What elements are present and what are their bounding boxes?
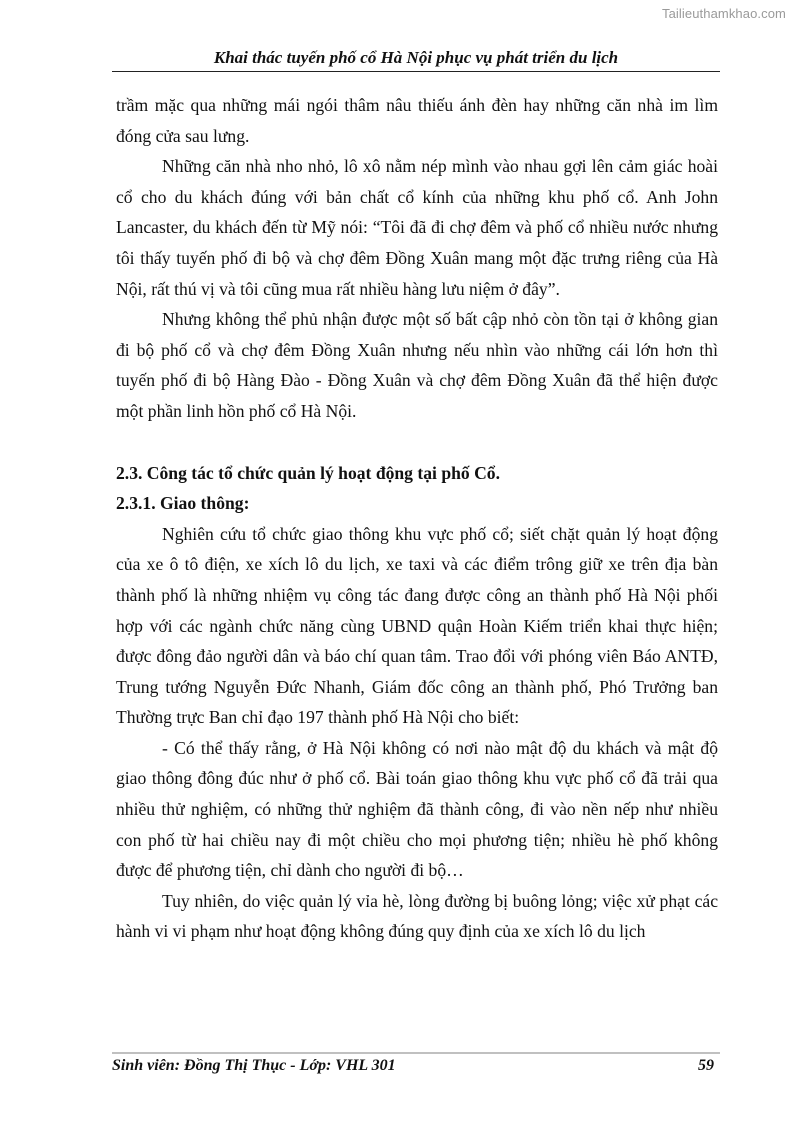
section-heading: 2.3. Công tác tổ chức quản lý hoạt động tại phố Cổ. [116,462,500,483]
watermark: Tailieuthamkhao.com [661,6,786,21]
running-header: Khai thác tuyến phố cổ Hà Nội phục vụ phát triển du lịch [112,48,720,72]
paragraph: - Có thể thấy rằng, ở Hà Nội không có nơi nào mật độ du khách và mật độ giao thông đông đúc như ở phố cổ. Bài toán giao thông khu vực phố cổ đã trải qua nhiều thử nghiệm, có những thử nghiệm đã thành công, đi vào nền nếp như nhiều con phố từ hai chiều nay đi một chiều cho mọi phương tiện; nhiều hè phố không được để phương tiện, chỉ dành cho người đi bộ… [116,737,718,881]
page-number: 59 [698,1057,714,1074]
paragraph: Tuy nhiên, do việc quản lý vỉa hè, lòng đường bị buông lỏng; việc xử phạt các hành vi vi phạm như hoạt động không đúng quy định của xe xích lô du lịch [116,890,718,942]
footer-divider [112,1052,720,1054]
paragraph: Những căn nhà nho nhỏ, lô xô nằm nép mình vào nhau gợi lên cảm giác hoài cổ cho du khách đúng với bản chất cổ kính của những khu phố cổ. Anh John Lancaster, du khách đến từ Mỹ nói: “Tôi đã đi chợ đêm và phố cổ nhiều nước nhưng tôi thấy tuyến phố đi bộ và chợ đêm Đồng Xuân mang một đặc trưng riêng của Hà Nội, rất thú vị và tôi cũng mua rất nhiều hàng lưu niệm ở đây”. [116,156,718,299]
page-body [116,90,718,947]
paragraph: Nghiên cứu tổ chức giao thông khu vực phố cổ; siết chặt quản lý hoạt động của xe ô tô điện, xe xích lô du lịch, xe taxi và các điểm trông giữ xe trên địa bàn thành phố là những nhiệm vụ công tác đang được công an thành phố Hà Nội phối hợp với các ngành chức năng cùng UBND quận Hoàn Kiếm triển khai thực hiện; được đông đảo người dân và báo chí quan tâm. Trao đổi với phóng viên Báo ANTĐ, Trung tướng Nguyễn Đức Nhanh, Giám đốc công an thành phố, Phó Trưởng ban Thường trực Ban chỉ đạo 197 thành phố Hà Nội cho biết: [116,523,718,728]
subsection-heading: 2.3.1. Giao thông: [116,493,250,514]
running-footer [112,1057,720,1075]
footer-author: Sinh viên: Đồng Thị Thục - Lớp: VHL 301 [112,1057,396,1074]
spacer [116,427,718,458]
paragraph: Nhưng không thể phủ nhận được một số bất cập nhỏ còn tồn tại ở không gian đi bộ phố cổ và chợ đêm Đồng Xuân nhưng nếu nhìn vào những cái lớn hơn thì tuyến phố đi bộ Hàng Đào - Đồng Xuân và chợ đêm Đồng Xuân đã thể hiện được một phần linh hồn phố cổ Hà Nội. [116,309,718,421]
paragraph: trầm mặc qua những mái ngói thâm nâu thiếu ánh đèn hay những căn nhà im lìm đóng cửa sau lưng. [116,95,718,146]
